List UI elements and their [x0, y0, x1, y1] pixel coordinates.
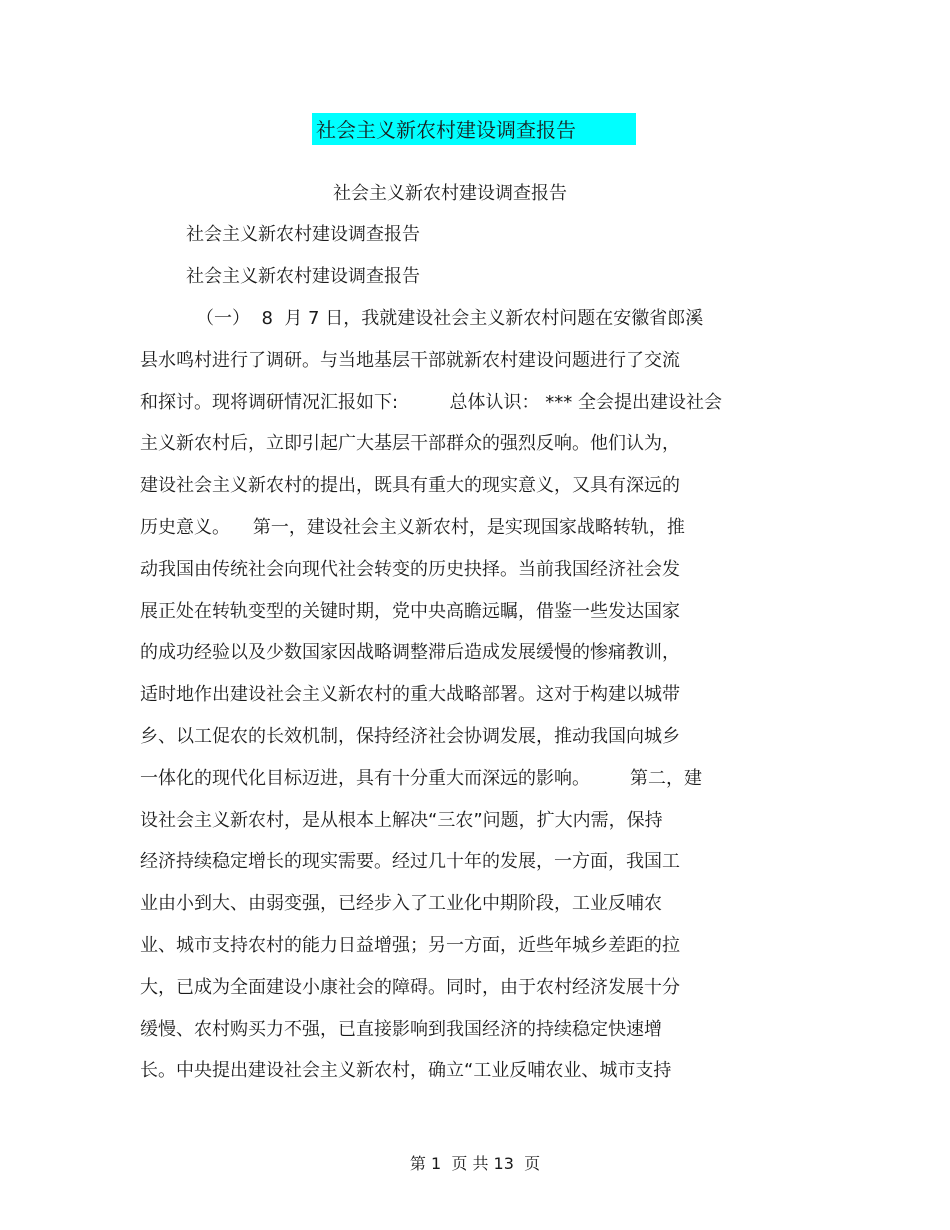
subtitle: 社会主义新农村建设调查报告 — [333, 183, 567, 204]
body-line: 主义新农村后，立即引起广大基层干部群众的强烈反响。他们认为， — [140, 433, 680, 454]
body-line: 适时地作出建设社会主义新农村的重大战略部署。这对于构建以城带 — [140, 684, 680, 705]
body-line: 的成功经验以及少数国家因战略调整滞后造成发展缓慢的惨痛教训， — [140, 642, 680, 663]
body-line: 长。中央提出建设社会主义新农村，确立“工业反哺农业、城市支持 — [140, 1060, 672, 1081]
page-title: 社会主义新农村建设调查报告 — [316, 118, 576, 142]
body-line: 历史意义。 第一，建设社会主义新农村，是实现国家战略转轨，推 — [140, 517, 685, 538]
body-line: 业、城市支持农村的能力日益增强；另一方面，近些年城乡差距的拉 — [140, 935, 680, 956]
body-line: 业由小到大、由弱变强，已经步入了工业化中期阶段，工业反哺农 — [140, 893, 662, 914]
body-line: 缓慢、农村购买力不强，已直接影响到我国经济的持续稳定快速增 — [140, 1019, 662, 1040]
body-line: 设社会主义新农村，是从根本上解决“三农”问题，扩大内需，保持 — [140, 810, 663, 831]
body-line: 县水鸣村进行了调研。与当地基层干部就新农村建设问题进行了交流 — [140, 350, 680, 371]
body-line: 一体化的现代化目标迈进，具有十分重大而深远的影响。 第二，建 — [140, 768, 703, 789]
page-footer: 第 1 页 共 13 页 — [409, 1154, 541, 1173]
body-line: 和探讨。现将调研情况汇报如下: 总体认识： *** 全会提出建设社会 — [140, 392, 723, 413]
body-line: 经济持续稳定增长的现实需要。经过几十年的发展，一方面，我国工 — [140, 851, 680, 872]
heading-line: 社会主义新农村建设调查报告 — [186, 266, 420, 287]
body-line: 乡、以工促农的长效机制，保持经济社会协调发展，推动我国向城乡 — [140, 726, 680, 747]
body-line: 动我国由传统社会向现代社会转变的历史抉择。当前我国经济社会发 — [140, 559, 680, 580]
body-line: 大，已成为全面建设小康社会的障碍。同时，由于农村经济发展十分 — [140, 977, 680, 998]
heading-line: 社会主义新农村建设调查报告 — [186, 224, 420, 245]
body-line: 建设社会主义新农村的提出，既具有重大的现实意义，又具有深远的 — [140, 475, 680, 496]
body-line: 展正处在转轨变型的关键时期，党中央高瞻远瞩，借鉴一些发达国家 — [140, 601, 680, 622]
body-line: （一） 8 月 7 日，我就建设社会主义新农村问题在安徽省郎溪 — [196, 308, 704, 329]
